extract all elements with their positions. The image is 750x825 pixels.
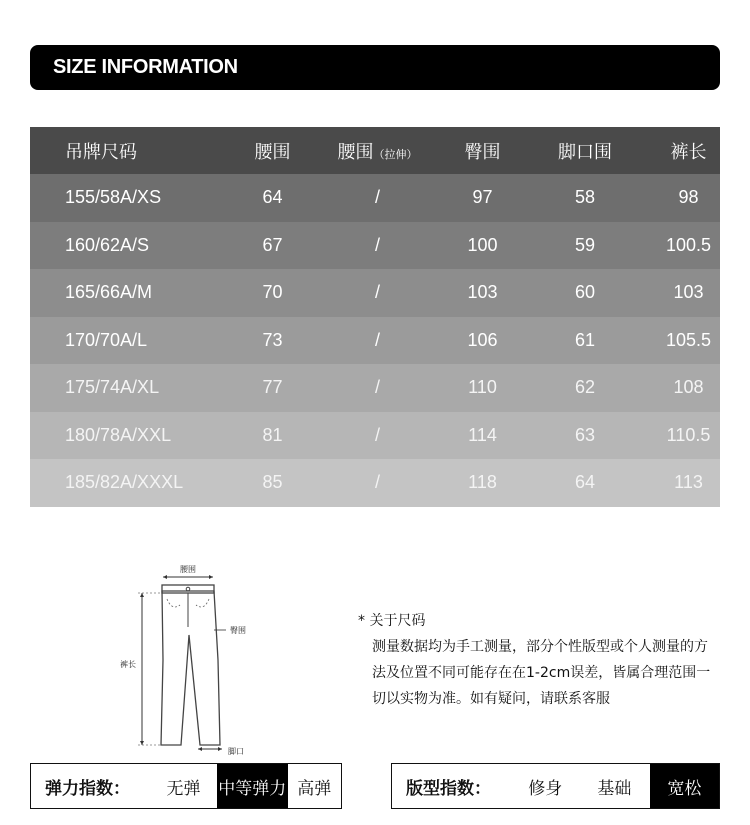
- size-table: [30, 127, 720, 507]
- cell-stretch: /: [374, 282, 380, 303]
- header-length: 裤长: [670, 141, 707, 163]
- cell-waist: 67: [262, 234, 283, 255]
- fit-option-regular: 基础: [597, 778, 632, 799]
- cell-stretch: /: [374, 424, 380, 445]
- cell-waist: 81: [262, 424, 283, 445]
- cell-stretch: /: [374, 472, 380, 493]
- cell-waist: 73: [262, 329, 283, 350]
- cell-waist: 70: [262, 282, 283, 303]
- cell-size: 160/62A/S: [65, 234, 150, 255]
- fit-option-loose: 宽松: [650, 764, 719, 808]
- fit-label: 版型指数：: [406, 778, 491, 799]
- table-row: [30, 459, 720, 507]
- cell-size: 165/66A/M: [65, 282, 153, 303]
- cell-length: 105.5: [665, 329, 712, 350]
- elasticity-label: 弹力指数：: [45, 778, 130, 799]
- hip-label: 臀围: [230, 626, 246, 635]
- cell-hip: 118: [468, 472, 497, 493]
- cell-hem: 59: [574, 234, 596, 255]
- cell-length: 100.5: [665, 234, 712, 255]
- cell-hem: 58: [574, 187, 596, 208]
- header-hem: 脚口围: [558, 141, 612, 163]
- cell-hem: 64: [574, 472, 596, 493]
- cell-length: 98: [678, 187, 699, 208]
- hem-label: 脚口: [228, 747, 244, 756]
- table-row: [30, 222, 720, 270]
- header-size: 吊牌尺码: [65, 141, 137, 163]
- header-waist-stretch-label: 腰围: [337, 141, 374, 163]
- cell-size: 175/74A/XL: [65, 377, 160, 398]
- table-row: [30, 174, 720, 222]
- cell-hip: 106: [467, 329, 498, 350]
- table-row: [30, 317, 720, 365]
- table-row: [30, 364, 720, 412]
- cell-hem: 63: [574, 424, 596, 445]
- elasticity-index: [30, 763, 342, 809]
- cell-length: 103: [673, 282, 704, 303]
- pants-diagram: [110, 555, 260, 765]
- waist-label: 腰围: [180, 565, 196, 574]
- cell-length: 110.5: [666, 424, 711, 445]
- header-waist: 腰围: [254, 141, 291, 163]
- size-note: [358, 608, 718, 712]
- cell-size: 180/78A/XXL: [65, 424, 172, 445]
- cell-hip: 114: [468, 424, 497, 445]
- elasticity-option-high: 高弹: [297, 778, 332, 799]
- note-body: 测量数据均为手工测量，部分个性版型或个人测量的方法及位置不同可能存在在1-2cm误差，皆属合理范围一切以实物为准。如有疑问，请联系客服: [372, 639, 711, 707]
- cell-hip: 110: [468, 377, 497, 398]
- title-banner: [30, 45, 720, 90]
- cell-stretch: /: [374, 377, 380, 398]
- table-row: [30, 269, 720, 317]
- pants-illustration: [110, 555, 260, 765]
- note-title: * 关于尺码: [358, 613, 426, 629]
- cell-hip: 100: [467, 234, 498, 255]
- header-waist-stretch: [310, 138, 425, 164]
- table-header-row: [30, 127, 720, 174]
- fit-index: [391, 763, 720, 809]
- cell-stretch: /: [374, 187, 380, 208]
- cell-size: 155/58A/XS: [65, 187, 162, 208]
- table-body: [30, 174, 720, 507]
- cell-size: 170/70A/L: [65, 329, 148, 350]
- cell-hem: 62: [574, 377, 596, 398]
- header-hip: 臀围: [464, 141, 501, 163]
- cell-stretch: /: [374, 234, 380, 255]
- cell-length: 108: [673, 377, 704, 398]
- cell-waist: 77: [262, 377, 283, 398]
- cell-size: 185/82A/XXXL: [65, 472, 184, 493]
- cell-length: 113: [674, 472, 703, 493]
- cell-hem: 60: [574, 282, 596, 303]
- cell-waist: 64: [262, 187, 283, 208]
- cell-hip: 97: [472, 187, 493, 208]
- cell-waist: 85: [262, 472, 283, 493]
- table-row: [30, 412, 720, 460]
- cell-hem: 61: [574, 329, 596, 350]
- fit-option-slim: 修身: [528, 778, 563, 799]
- cell-stretch: /: [374, 329, 380, 350]
- elasticity-option-medium: 中等弹力: [217, 764, 288, 808]
- header-stretch-note: （拉伸）: [373, 147, 418, 161]
- elasticity-option-none: 无弹: [166, 778, 201, 799]
- page-title: SIZE INFORMATION: [53, 56, 238, 78]
- cell-hip: 103: [467, 282, 498, 303]
- length-label: 裤长: [120, 660, 136, 669]
